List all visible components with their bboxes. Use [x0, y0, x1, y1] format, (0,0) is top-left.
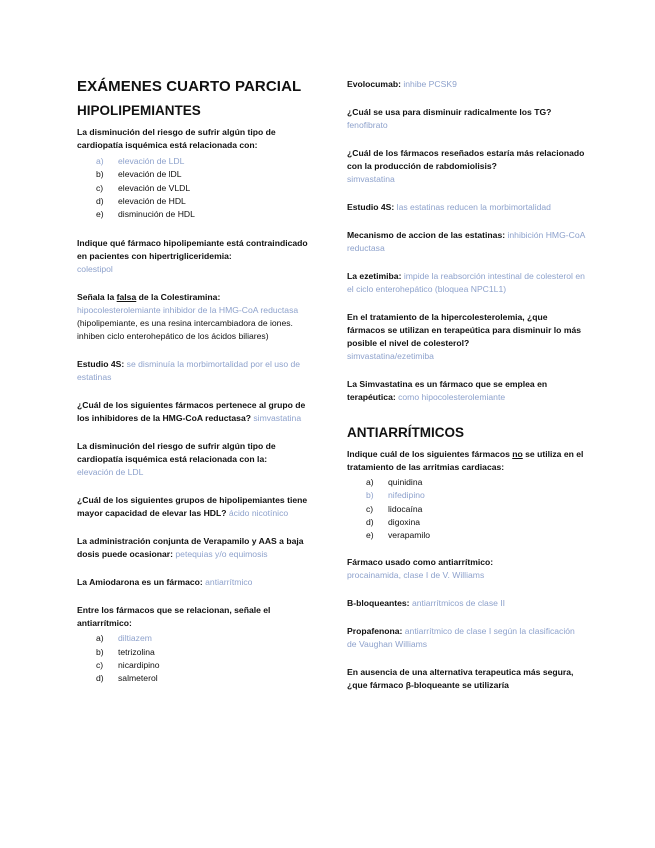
question-4: Estudio 4S: se disminuía la morbimortalidad por el uso de estatinas: [77, 359, 301, 383]
answer: fenofibrato: [347, 120, 388, 130]
answer: las estatinas reducen la morbimortalidad: [396, 202, 551, 212]
option-text: diltiazem: [118, 633, 152, 644]
left-column: [77, 78, 312, 686]
answer: como hipocolesterolemiante: [398, 392, 506, 402]
answer: antiarrítmico: [205, 577, 253, 588]
answer: simvastatina: [347, 174, 395, 184]
question-r6: La ezetimiba: impide la reabsorción intestinal de colesterol en el ciclo enterohepático (bloquea NPC1L1): [347, 271, 585, 294]
option-text: tetrizolina: [118, 646, 155, 657]
section-title-antiarritmicos: ANTIARRÍTMICOS: [347, 425, 464, 440]
option: d) elevación de HDL: [77, 195, 312, 208]
option-text: digoxina: [388, 516, 421, 527]
option-text: verapamilo: [388, 530, 431, 541]
answer: impide la reabsorción intestinal de colesterol en el ciclo enterohepático (bloquea NPC1L1): [347, 271, 585, 294]
question-9: La Amiodarona es un fármaco: antiarrítmico: [77, 577, 253, 588]
options-list: [77, 632, 312, 685]
answer: se disminuía la morbimortalidad por el uso de estatinas: [77, 359, 301, 383]
answer: colestipol: [77, 264, 113, 275]
option: a) quinidina: [347, 476, 585, 489]
question-r12: Propafenona: antiarrítmico de clase I según la clasificación de Vaughan Williams: [347, 626, 575, 650]
answer: simvastatina: [253, 413, 302, 424]
option-text: elevación de LDL: [118, 156, 185, 166]
answer: elevación de LDL: [77, 467, 144, 478]
option: c) elevación de VLDL: [77, 182, 312, 195]
option-text: lidocaína: [388, 503, 423, 514]
option: c) lidocaína: [347, 503, 585, 516]
question-r2: ¿Cuál se usa para disminuir radicalmente los TG? fenofibrato: [347, 107, 552, 130]
option-text: quinidina: [388, 477, 423, 487]
options-list: [347, 476, 585, 542]
question-text: La disminución del riesgo de sufrir algún tipo de cardiopatía isquémica está relacionada con:: [77, 127, 276, 150]
answer: inhibición HMG-CoA reductasa: [347, 230, 585, 253]
page-title: EXÁMENES CUARTO PARCIAL: [77, 78, 302, 95]
answer: procainamida, clase I de V. Williams: [347, 570, 485, 581]
answer: antiarrítmicos de clase II: [411, 598, 506, 609]
option-text: elevación de lDL: [118, 169, 182, 180]
question-1: [77, 126, 312, 152]
question-r3: ¿Cuál de los fármacos reseñados estaría más relacionado con la producción de rabdomiolisis? simvastatina: [347, 148, 585, 184]
question-6: La disminución del riesgo de sufrir algún tipo de cardiopatía isquémica está relacionada con la: elevación de LDL: [77, 441, 276, 478]
option: d) digoxina: [347, 516, 585, 529]
question-3: Señala la falsa de la Colestiramina: hipocolesterolemiante inhibidor de la HMG-CoA reductasa (hipolipemiante, es una resina intercambiadora de iones. inhiben ciclo enterohepático de los ácidos biliares): [77, 292, 299, 342]
options-list: [77, 155, 312, 221]
question-r5: Mecanismo de accion de las estatinas: inhibición HMG-CoA reductasa: [347, 230, 585, 253]
option-text: elevación de VLDL: [118, 182, 191, 193]
answer: simvastatina/ezetimiba: [347, 351, 434, 361]
answer-note: (hipolipemiante, es una resina intercambiadora de iones. inhiben ciclo enterohepático de los ácidos biliares): [77, 318, 293, 342]
question-r1: Evolocumab: inhibe PCSK9: [347, 79, 457, 89]
section-title-hipolipemiantes: HIPOLIPEMIANTES: [77, 103, 201, 118]
question-5: ¿Cuál de los siguientes fármacos pertenece al grupo de los inhibidores de la HMG-CoA reductasa? simvastatina: [77, 400, 306, 424]
answer: ácido nicotínico: [228, 508, 289, 519]
answer: hipocolesterolemiante inhibidor de la HMG-CoA reductasa: [77, 305, 299, 316]
answer: antiarrítmico de clase I según la clasificación de Vaughan Williams: [347, 626, 575, 650]
option: a) diltiazem: [77, 632, 312, 645]
option: d) salmeterol: [77, 672, 312, 685]
question-7: ¿Cuál de los siguientes grupos de hipolipemiantes tiene mayor capacidad de elevar las HDL? ácido nicotínico: [77, 495, 308, 519]
question-10: Entre los fármacos que se relacionan, señale el antiarrítmico:: [77, 605, 271, 629]
right-column: [347, 78, 585, 703]
option-text: nicardipino: [118, 660, 160, 671]
question-8: La administración conjunta de Verapamilo y AAS a baja dosis puede ocasionar: petequias y/o equimosis: [77, 536, 304, 560]
option: b) elevación de lDL: [77, 168, 312, 181]
option: c) nicardipino: [77, 659, 312, 672]
option: a) elevación de LDL: [77, 155, 312, 168]
question-r10: Fármaco usado como antiarrítmico: procainamida, clase I de V. Williams: [347, 557, 494, 581]
question-r9: Indique cuál de los siguientes fármacos no se utiliza en el tratamiento de las arritmias cardiacas:: [347, 449, 584, 472]
question-r7: En el tratamiento de la hipercolesterolemia, ¿que fármacos se utilizan en terapeútica para disminuir lo más posible el nivel de colesterol? simvastatina/ezetimiba: [347, 312, 582, 361]
question-2: Indique qué fármaco hipolipemiante está contraindicado en pacientes con hipertrigliceridemia: colestipol: [77, 238, 308, 275]
option: b) nifedipino: [347, 489, 585, 502]
answer: inhibe PCSK9: [403, 79, 457, 89]
option-text: disminución de HDL: [118, 209, 195, 220]
answer: petequias y/o equimosis: [175, 549, 268, 560]
question-r4: Estudio 4S: las estatinas reducen la morbimortalidad: [347, 202, 551, 212]
option: e) verapamilo: [347, 529, 585, 542]
option-text: nifedipino: [388, 490, 425, 501]
question-r8: La Simvastatina es un fármaco que se emplea en terapéutica: como hipocolesterolemiante: [347, 379, 548, 402]
option: b) tetrizolina: [77, 646, 312, 659]
question-r13: En ausencia de una alternativa terapeutica más segura, ¿que fármaco β-bloqueante se utilizaría: [347, 667, 574, 691]
question-r11: B-bloqueantes: antiarrítmicos de clase II: [347, 598, 506, 609]
option: e) disminución de HDL: [77, 208, 312, 221]
option-text: elevación de HDL: [118, 195, 186, 206]
option-text: salmeterol: [118, 673, 158, 684]
